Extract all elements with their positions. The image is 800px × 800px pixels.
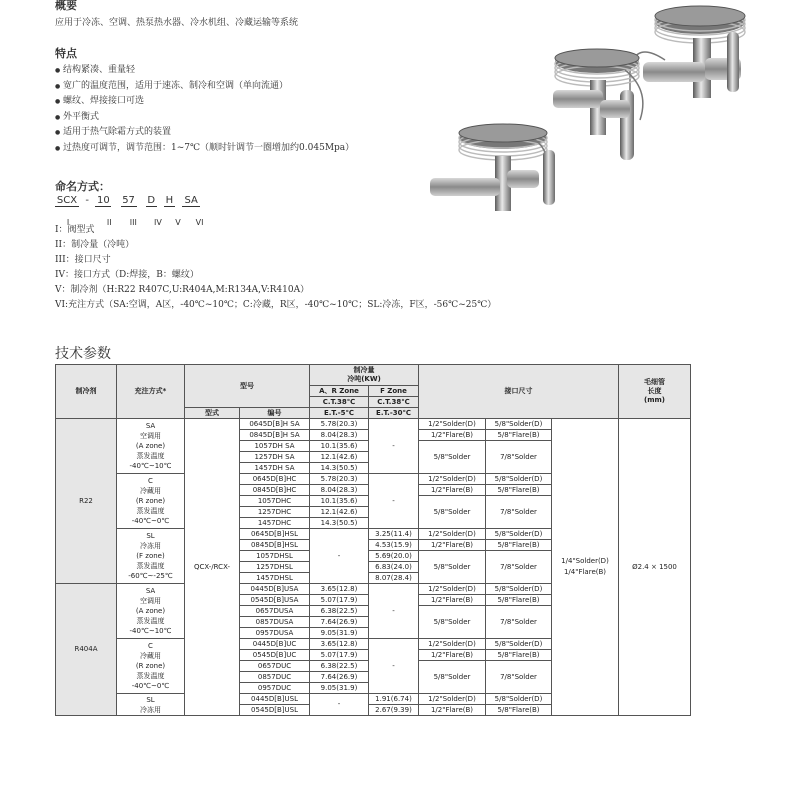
model-number-cell: 1257DHC bbox=[240, 507, 310, 518]
feature-item bbox=[55, 125, 354, 141]
capacity-ar-cell: 5.07(17.9) bbox=[310, 595, 369, 606]
capacity-f-dash: - bbox=[369, 474, 419, 529]
feature-text: 结构紧凑、重量轻 bbox=[63, 65, 136, 75]
inlet-cell: 1/2"Flare(B) bbox=[419, 595, 486, 606]
charge-line: 冷冻用 bbox=[140, 542, 161, 550]
legend-item: IV：接口方式（D:焊接，B：螺纹） bbox=[55, 270, 199, 280]
code-dash: - bbox=[85, 195, 89, 206]
legend-item: III：接口尺寸 bbox=[55, 255, 111, 265]
code-part-capacity: 10 bbox=[97, 195, 110, 206]
capacity-ar-cell: 10.1(35.6) bbox=[310, 441, 369, 452]
eq-port-line: 1/4"Solder(D) bbox=[561, 557, 609, 565]
feature-text: 外平衡式 bbox=[63, 111, 100, 122]
model-number-cell: 0645D[B]HC bbox=[240, 474, 310, 485]
charge-line: -40℃~10℃ bbox=[129, 462, 172, 470]
naming-title: 命名方式： bbox=[55, 180, 110, 193]
capillary-cell: Ø2.4 × 1500 bbox=[619, 419, 691, 716]
features-title: 特点 bbox=[55, 47, 77, 60]
capacity-f-cell: 1.91(6.74) bbox=[369, 694, 419, 705]
inlet-cell: 1/2"Flare(B) bbox=[419, 705, 486, 716]
th-zone-f: F Zone bbox=[369, 386, 419, 397]
th-charge: 充注方式* bbox=[117, 365, 185, 419]
capacity-ar-cell: 7.64(26.9) bbox=[310, 617, 369, 628]
outlet-cell: 7/8"Solder bbox=[486, 551, 552, 584]
model-number-cell: 1057DH SA bbox=[240, 441, 310, 452]
capacity-ar-cell: 8.04(28.3) bbox=[310, 485, 369, 496]
capacity-ar-cell: 9.05(31.9) bbox=[310, 683, 369, 694]
inlet-cell: 1/2"Solder(D) bbox=[419, 639, 486, 650]
type-cell: QCX-/RCX- bbox=[185, 419, 240, 716]
outlet-cell: 5/8"Solder(D) bbox=[486, 474, 552, 485]
model-number-cell: 0857DUSA bbox=[240, 617, 310, 628]
valve-product-photo bbox=[425, 0, 770, 215]
th-zone-ar: A、R Zone bbox=[310, 386, 369, 397]
refrigerant-cell: R404A bbox=[56, 584, 117, 716]
roman-5: V bbox=[175, 218, 181, 227]
charge-line: (A zone) bbox=[135, 442, 166, 450]
feature-text: 过热度可调节，调节范围：1~7℃（顺时针调节一圈增加约0.045Mpa） bbox=[63, 142, 355, 153]
outlet-cell: 7/8"Solder bbox=[486, 661, 552, 694]
model-number-cell: 0545D[B]UC bbox=[240, 650, 310, 661]
inlet-cell: 1/2"Flare(B) bbox=[419, 485, 486, 496]
outlet-cell: 7/8"Solder bbox=[486, 441, 552, 474]
capacity-f-cell: 4.53(15.9) bbox=[369, 540, 419, 551]
bullet-icon: ● bbox=[55, 129, 61, 136]
feature-item bbox=[55, 141, 354, 157]
outlet-cell: 5/8"Solder(D) bbox=[486, 584, 552, 595]
code-part-refrigerant: H bbox=[165, 195, 174, 206]
model-number-cell: 1457DHSL bbox=[240, 573, 310, 584]
spec-table-wrap bbox=[55, 364, 691, 716]
roman-6: VI bbox=[195, 218, 204, 227]
charge-line: C bbox=[148, 642, 153, 650]
naming-code bbox=[55, 195, 200, 207]
th-capacity bbox=[310, 365, 419, 386]
th-number: 编号 bbox=[240, 408, 310, 419]
overview-text: 应用于冷冻、空调、热泵热水器、冷水机组、冷藏运输等系统 bbox=[55, 18, 299, 28]
inlet-cell: 1/2"Flare(B) bbox=[419, 540, 486, 551]
model-number-cell: 0445D[B]USL bbox=[240, 694, 310, 705]
code-part-size: 57 bbox=[122, 195, 135, 206]
model-number-cell: 0645D[B]H SA bbox=[240, 419, 310, 430]
inlet-cell: 1/2"Solder(D) bbox=[419, 419, 486, 430]
capacity-f-cell: 5.69(20.0) bbox=[369, 551, 419, 562]
outlet-cell: 5/8"Flare(B) bbox=[486, 485, 552, 496]
model-number-cell: 1257DH SA bbox=[240, 452, 310, 463]
model-number-cell: 1057DHSL bbox=[240, 551, 310, 562]
roman-2: II bbox=[106, 218, 112, 227]
charge-line: -40℃~10℃ bbox=[129, 627, 172, 635]
outlet-cell: 5/8"Flare(B) bbox=[486, 705, 552, 716]
model-number-cell: 1257DHSL bbox=[240, 562, 310, 573]
capacity-ar-cell: 14.3(50.5) bbox=[310, 518, 369, 529]
charge-line: (A zone) bbox=[135, 607, 166, 615]
th-capacity-unit: 冷吨(KW) bbox=[347, 375, 381, 383]
inlet-cell: 1/2"Solder(D) bbox=[419, 694, 486, 705]
th-refrigerant: 制冷剂 bbox=[56, 365, 117, 419]
feature-text: 螺纹、焊接接口可选 bbox=[63, 96, 145, 106]
inlet-cell: 5/8"Solder bbox=[419, 606, 486, 639]
charge-line: 蒸发温度 bbox=[136, 617, 165, 625]
model-number-cell: 0445D[B]USA bbox=[240, 584, 310, 595]
charge-line: SL bbox=[146, 532, 155, 540]
bullet-icon: ● bbox=[55, 113, 61, 121]
bullet-icon: ● bbox=[55, 98, 61, 105]
th-type: 型式 bbox=[185, 408, 240, 419]
model-number-cell: 0845D[B]H SA bbox=[240, 430, 310, 441]
th-ct-ar: C.T.38℃ bbox=[310, 397, 369, 408]
charge-line: 蒸发温度 bbox=[136, 672, 165, 680]
capacity-f-cell: 6.83(24.0) bbox=[369, 562, 419, 573]
outlet-cell: 5/8"Solder(D) bbox=[486, 694, 552, 705]
charge-cell bbox=[117, 584, 185, 639]
feature-text: 宽广的温度范围，适用于速冻、制冷和空调（单向流通） bbox=[63, 80, 289, 91]
model-number-cell: 1057DHC bbox=[240, 496, 310, 507]
features-list bbox=[55, 63, 354, 156]
charge-line: (R zone) bbox=[135, 662, 166, 670]
charge-line: SA bbox=[145, 587, 156, 595]
model-number-cell: 0845D[B]HSL bbox=[240, 540, 310, 551]
capacity-f-dash: - bbox=[369, 419, 419, 474]
capacity-f-cell: 3.25(11.4) bbox=[369, 529, 419, 540]
capacity-f-cell: 8.07(28.4) bbox=[369, 573, 419, 584]
roman-1: I bbox=[66, 218, 70, 227]
charge-line: 蒸发温度 bbox=[136, 562, 165, 570]
model-number-cell: 0857DUC bbox=[240, 672, 310, 683]
bullet-icon: ● bbox=[55, 67, 61, 74]
capacity-f-cell: 2.67(9.39) bbox=[369, 705, 419, 716]
capacity-ar-cell: 5.78(20.3) bbox=[310, 419, 369, 430]
charge-line: 空调用 bbox=[140, 432, 161, 440]
tech-title: 技术参数 bbox=[55, 346, 111, 362]
charge-line: 蒸发温度 bbox=[136, 452, 165, 460]
th-capillary-len: 长度 bbox=[647, 387, 662, 395]
valve-large-icon bbox=[620, 6, 745, 160]
inlet-cell: 1/2"Solder(D) bbox=[419, 584, 486, 595]
inlet-cell: 5/8"Solder bbox=[419, 551, 486, 584]
th-capillary-unit: (mm) bbox=[644, 396, 665, 404]
legend-item: VI:充注方式（SA:空调，A区，-40℃~10℃；C:冷藏，R区，-40℃~10℃；SL:冷冻，F区，-56℃~25℃） bbox=[55, 300, 497, 310]
charge-line: (R zone) bbox=[135, 497, 166, 505]
charge-line: C bbox=[148, 477, 153, 485]
inlet-cell: 5/8"Solder bbox=[419, 496, 486, 529]
eq-port-cell bbox=[552, 419, 619, 716]
inlet-cell: 1/2"Flare(B) bbox=[419, 430, 486, 441]
th-capacity-label: 制冷量 bbox=[353, 366, 375, 374]
model-number-cell: 0657DUSA bbox=[240, 606, 310, 617]
outlet-cell: 5/8"Flare(B) bbox=[486, 650, 552, 661]
bullet-icon: ● bbox=[55, 82, 61, 90]
capacity-ar-cell: 12.1(42.6) bbox=[310, 507, 369, 518]
roman-3: III bbox=[129, 218, 137, 227]
code-part-connection: D bbox=[147, 195, 156, 206]
feature-item bbox=[55, 94, 354, 110]
feature-text: 适用于热气除霜方式的装置 bbox=[63, 127, 172, 137]
capacity-ar-cell: 3.65(12.8) bbox=[310, 584, 369, 595]
capacity-ar-cell: 9.05(31.9) bbox=[310, 628, 369, 639]
capacity-ar-cell: 12.1(42.6) bbox=[310, 452, 369, 463]
charge-line: 空调用 bbox=[140, 597, 161, 605]
outlet-cell: 7/8"Solder bbox=[486, 606, 552, 639]
th-et-ar: E.T.-5℃ bbox=[310, 408, 369, 419]
th-connection: 接口尺寸 bbox=[419, 365, 619, 419]
inlet-cell: 5/8"Solder bbox=[419, 661, 486, 694]
legend-item: II：制冷量（冷吨） bbox=[55, 240, 135, 250]
th-capillary-label: 毛细管 bbox=[644, 378, 665, 386]
charge-cell bbox=[117, 474, 185, 529]
charge-line: 冷藏用 bbox=[140, 652, 161, 660]
capacity-ar-cell: 6.38(22.5) bbox=[310, 661, 369, 672]
charge-cell bbox=[117, 639, 185, 694]
model-number-cell: 0545D[B]USA bbox=[240, 595, 310, 606]
capacity-ar-dash: - bbox=[310, 694, 369, 716]
charge-line: 冷藏用 bbox=[140, 487, 161, 495]
capacity-ar-cell: 6.38(22.5) bbox=[310, 606, 369, 617]
outlet-cell: 5/8"Flare(B) bbox=[486, 430, 552, 441]
th-et-f: E.T.-30℃ bbox=[369, 408, 419, 419]
capacity-ar-cell: 10.1(35.6) bbox=[310, 496, 369, 507]
charge-line: SA bbox=[145, 422, 156, 430]
capacity-ar-cell: 14.3(50.5) bbox=[310, 463, 369, 474]
charge-cell bbox=[117, 694, 185, 716]
inlet-cell: 1/2"Solder(D) bbox=[419, 474, 486, 485]
outlet-cell: 7/8"Solder bbox=[486, 496, 552, 529]
outlet-cell: 5/8"Flare(B) bbox=[486, 595, 552, 606]
th-capillary bbox=[619, 365, 691, 419]
valve-small-icon bbox=[430, 124, 555, 211]
code-part-valve: SCX bbox=[56, 195, 78, 206]
model-number-cell: 0957DUSA bbox=[240, 628, 310, 639]
outlet-cell: 5/8"Flare(B) bbox=[486, 540, 552, 551]
inlet-cell: 5/8"Solder bbox=[419, 441, 486, 474]
spec-table bbox=[55, 364, 691, 716]
outlet-cell: 5/8"Solder(D) bbox=[486, 639, 552, 650]
feature-item bbox=[55, 79, 354, 95]
capacity-f-dash: - bbox=[369, 584, 419, 639]
inlet-cell: 1/2"Solder(D) bbox=[419, 529, 486, 540]
model-number-cell: 0545D[B]USL bbox=[240, 705, 310, 716]
capacity-ar-cell: 5.07(17.9) bbox=[310, 650, 369, 661]
model-number-cell: 0957DUC bbox=[240, 683, 310, 694]
overview-title: 概要 bbox=[55, 0, 77, 12]
capacity-ar-cell: 5.78(20.3) bbox=[310, 474, 369, 485]
charge-cell bbox=[117, 529, 185, 584]
charge-line: (F zone) bbox=[136, 552, 165, 560]
charge-line: -60℃~-25℃ bbox=[128, 572, 173, 580]
inlet-cell: 1/2"Flare(B) bbox=[419, 650, 486, 661]
table-row bbox=[56, 419, 691, 430]
code-part-charge: SA bbox=[182, 195, 200, 207]
legend-item: I：阀型式 bbox=[55, 225, 95, 235]
roman-4: IV bbox=[153, 218, 162, 227]
capacity-f-dash: - bbox=[369, 639, 419, 694]
capacity-ar-dash: - bbox=[310, 529, 369, 584]
charge-line: -40℃~0℃ bbox=[131, 517, 170, 525]
charge-cell bbox=[117, 419, 185, 474]
model-number-cell: 0445D[B]UC bbox=[240, 639, 310, 650]
legend-item: V：制冷剂（H:R22 R407C,U:R404A,M:R134A,V:R410A） bbox=[55, 285, 310, 295]
capacity-ar-cell: 7.64(26.9) bbox=[310, 672, 369, 683]
charge-line: 蒸发温度 bbox=[136, 507, 165, 515]
charge-line: -40℃~0℃ bbox=[131, 682, 170, 690]
outlet-cell: 5/8"Solder(D) bbox=[486, 529, 552, 540]
model-number-cell: 1457DH SA bbox=[240, 463, 310, 474]
feature-item bbox=[55, 110, 354, 126]
charge-line: 冷冻用 bbox=[140, 705, 161, 714]
outlet-cell: 5/8"Solder(D) bbox=[486, 419, 552, 430]
charge-line: SL bbox=[146, 695, 155, 704]
feature-item bbox=[55, 63, 354, 79]
th-model: 型号 bbox=[185, 365, 310, 408]
capacity-ar-cell: 3.65(12.8) bbox=[310, 639, 369, 650]
naming-legend bbox=[55, 223, 496, 313]
model-number-cell: 0657DUC bbox=[240, 661, 310, 672]
th-ct-f: C.T.38℃ bbox=[369, 397, 419, 408]
model-number-cell: 1457DHC bbox=[240, 518, 310, 529]
eq-port-line: 1/4"Flare(B) bbox=[563, 568, 607, 576]
capacity-ar-cell: 8.04(28.3) bbox=[310, 430, 369, 441]
model-number-cell: 0845D[B]HC bbox=[240, 485, 310, 496]
refrigerant-cell: R22 bbox=[56, 419, 117, 584]
model-number-cell: 0645D[B]HSL bbox=[240, 529, 310, 540]
bullet-icon: ● bbox=[55, 144, 61, 152]
